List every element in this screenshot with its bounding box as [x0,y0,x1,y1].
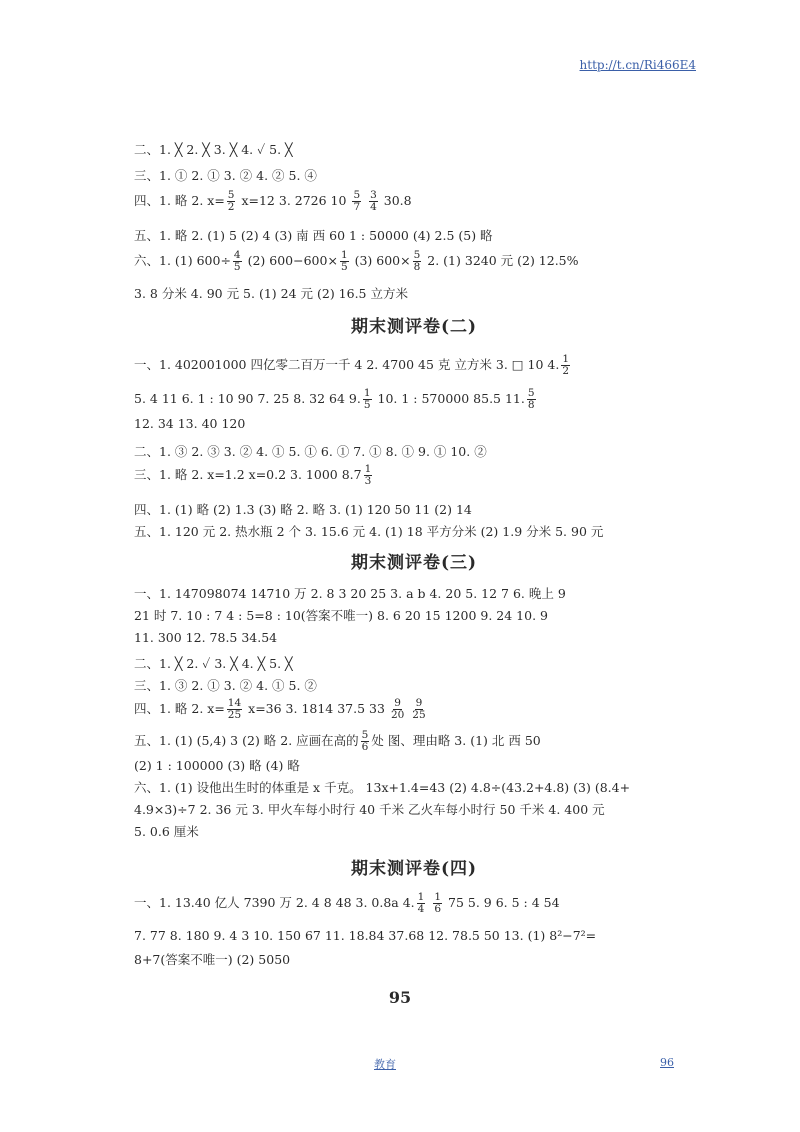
answer-line: 六、1. (1) 600÷ $\frac{4}{5}$ (2) 600−600× $\frac{1}{5}$ (3) 600× $\frac{5}{8}$ 2. (1) 3240 元 (2) 12.5% [134,249,579,273]
answer-line: 二、1. ╳ 2. ✓ 3. ╳ 4. ╳ 5. ╳ [134,656,293,671]
fraction: $\frac{1}{5}$ [340,249,348,273]
answer-line: 二、1. ╳ 2. ╳ 3. ╳ 4. ✓ 5. ╳ [134,142,293,157]
fraction: $\frac{5}{8}$ [413,249,421,273]
page-number: 95 [388,988,412,1007]
fraction: $\frac{1}{5}$ [363,387,371,411]
footer-link-left[interactable]: 教育 [374,1058,396,1071]
answer-line: 5. 4 11 6. 1 : 10 90 7. 25 8. 32 64 9. $\frac{1}{5}$ 10. 1 : 570000 85.5 11. $\frac{5}{8}$ [134,387,535,411]
fraction: $\frac{4}{5}$ [233,249,241,273]
fraction: $\frac{1}{2}$ [562,353,570,377]
fraction: $\frac{5}{6}$ [361,729,369,753]
answer-line: 四、1. (1) 略 (2) 1.3 (3) 略 2. 略 3. (1) 120 50 11 (2) 14 [134,502,472,517]
answer-line: 3. 8 分米 4. 90 元 5. (1) 24 元 (2) 16.5 立方米 [134,286,408,301]
section-title: 期末测评卷(四) [350,859,478,879]
fraction: $\frac{14}{25}$ [227,697,242,721]
answer-line: 一、1. 147098074 14710 万 2. 8 3 20 25 3. a b 4. 20 5. 12 7 6. 晚上 9 [134,586,566,601]
answer-line: 四、1. 略 2. x= $\frac{14}{25}$ x=36 3. 1814 37.5 33 $\frac{9}{20}$ $\frac{9}{25}$ [134,697,426,721]
fraction: $\frac{5}{8}$ [527,387,535,411]
fraction: $\frac{5}{2}$ [227,189,235,213]
answer-line: 21 时 7. 10 : 7 4 : 5=8 : 10(答案不唯一) 8. 6 20 15 1200 9. 24 10. 9 [134,608,548,623]
answer-line: 三、1. ③ 2. ① 3. ② 4. ① 5. ② [134,678,317,693]
fraction: $\frac{1}{4}$ [417,891,425,915]
answer-line: 12. 34 13. 40 120 [134,416,246,431]
answer-line: 11. 300 12. 78.5 34.54 [134,630,278,645]
answer-line: 四、1. 略 2. x= $\frac{5}{2}$ x=12 3. 2726 10 $\frac{5}{7}$ $\frac{3}{4}$ 30.8 [134,189,412,213]
answer-line: 一、1. 402001000 四亿零二百万一千 4 2. 4700 45 克 立方米 3. □ 10 4. $\frac{1}{2}$ [134,353,570,377]
footer-link-right[interactable]: 96 [660,1056,674,1069]
section-title: 期末测评卷(二) [350,317,478,337]
answer-line: 三、1. 略 2. x=1.2 x=0.2 3. 1000 8.7 $\frac{1}{3}$ [134,463,372,487]
answer-line: 二、1. ③ 2. ③ 3. ② 4. ① 5. ① 6. ① 7. ① 8. ① 9. ① 10. ② [134,444,487,459]
fraction: $\frac{1}{3}$ [364,463,372,487]
fraction: $\frac{9}{25}$ [412,697,426,721]
answer-line: 7. 77 8. 180 9. 4 3 10. 150 67 11. 18.84 37.68 12. 78.5 50 13. (1) 8²−7²= [134,928,597,943]
answer-line: (2) 1 : 100000 (3) 略 (4) 略 [134,758,300,773]
answer-line: 一、1. 13.40 亿人 7390 万 2. 4 8 48 3. 0.8a 4. $\frac{1}{4}$ $\frac{1}{6}$ 75 5. 9 6. 5 : 4 54 [134,891,560,915]
fraction: $\frac{1}{6}$ [434,891,442,915]
answer-line: 五、1. (1) (5,4) 3 (2) 略 2. 应画在高的 $\frac{5}{6}$ 处 图、理由略 3. (1) 北 西 50 [134,729,541,753]
answer-line: 六、1. (1) 设他出生时的体重是 x 千克。 13x+1.4=43 (2) 4.8÷(43.2+4.8) (3) (8.4+ [134,780,631,795]
answer-line: 4.9×3)÷7 2. 36 元 3. 甲火车每小时行 40 千米 乙火车每小时行 50 千米 4. 400 元 [134,802,605,817]
fraction: $\frac{3}{4}$ [370,189,377,213]
section-title: 期末测评卷(三) [350,553,478,573]
fraction: $\frac{5}{7}$ [353,189,361,213]
answer-line: 五、1. 120 元 2. 热水瓶 2 个 3. 15.6 元 4. (1) 18 平方分米 (2) 1.9 分米 5. 90 元 [134,524,604,539]
answer-line: 8+7(答案不唯一) (2) 5050 [134,952,291,967]
source-url-link[interactable]: http://t.cn/Ri466E4 [579,58,696,72]
answer-line: 五、1. 略 2. (1) 5 (2) 4 (3) 南 西 60 1 : 50000 (4) 2.5 (5) 略 [134,228,493,243]
answer-line: 5. 0.6 厘米 [134,824,199,839]
answer-line: 三、1. ① 2. ① 3. ② 4. ② 5. ④ [134,168,317,183]
fraction: $\frac{9}{20}$ [390,697,405,721]
